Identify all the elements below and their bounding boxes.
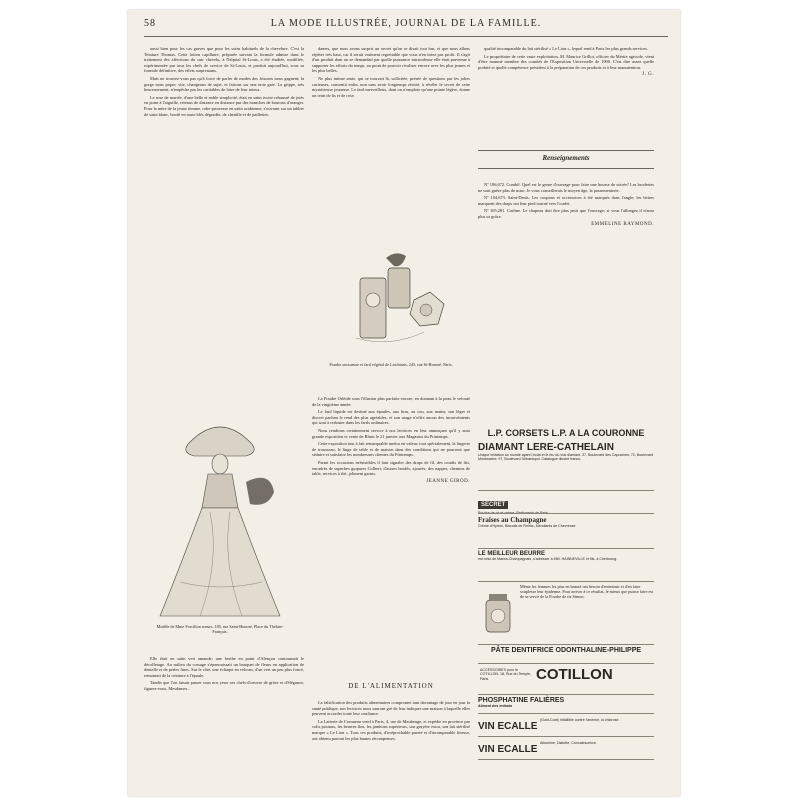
ad-beurre: [478, 549, 654, 582]
ad-vin-title: VIN ECALLE: [478, 721, 538, 732]
ad-vin-ecalle-1: [478, 714, 654, 737]
figure-2-caption: Poudre onctueuse et fard végétal de Leichtarts, 245, rue St-Honoré. Paris.: [329, 362, 453, 367]
ad-champagne-title: Fraises au Champagne: [478, 516, 547, 524]
divider: [478, 168, 654, 169]
jar-illustration: [480, 586, 516, 636]
ad-corsets-title: L.P. CORSETS L.P. A LA COURONNE: [487, 428, 645, 438]
column-1-text: [144, 46, 304, 284]
ad-remedy: [478, 582, 654, 645]
column-2-lower-text: [312, 700, 470, 792]
ad-cotillon-title: COTILLON: [536, 666, 613, 683]
page-header: [144, 18, 668, 32]
paragraph: La falsification des produits alimentaires compromet tant davantage de jour en jour la santé publique, nos lectrices nous sauront gré de leur indiquer une maison à laquelle elles peuvent accorder toute leur confiance.: [312, 700, 470, 717]
author-signature: J. G.: [642, 72, 654, 78]
paragraph: Ne plus intime amie, qui se trouvait là, sollicitée, présée de questions par les jolies curieuses, consentit enfin, non sans avoir longtemps résisté, à révéler le secret de cette mystérieuse jeunesse. Le fard merveilleux, dont on n'emploie qu'une pointe légère, donne un teint de lis et de rose.: [312, 75, 470, 98]
ad-phosphatine: [478, 695, 654, 714]
paragraph: Tandis que l'on faisait passer sous nos yeux ces chefs-d'oeuvre de grâce et d'élégance, figurez-vous, Mesdames...: [144, 680, 304, 691]
ad-secret: [478, 491, 654, 514]
paragraph: Cette exposition tout à fait remarquable mettra en valeur, tout spécialement, la lingerie de trousseau, le linge de table et de maison dans des conditions qui ne pourront que séduire et satisfaire les nombreuses clientes du Printemps.: [312, 441, 470, 458]
divider: [478, 150, 654, 151]
ad-beurre-title: LE MEILLEUR BEURRE: [478, 551, 546, 557]
ad-vin-ecalle-2: [478, 737, 654, 760]
gown-illustration: [150, 412, 290, 622]
paragraph: Le propriétaire de cette vaste exploitation, M. Maurice Grillot, officier du Mérite agricole, vient d'être nommé membre des comités de l'Exposition Universelle de 1900. C'est dire assez quelle probité et quelle compétence président à la préparation de ces produits et à leur manutention.: [478, 53, 654, 70]
paragraph: Le fard liquide est destiné aux épaules, aux bras, au cou, aux mains; son léger et discret parfum le rend des plus agréables, et son usage n'offre aucun des inconvénients qui sont à redouter dans les fards ordinaires.: [312, 409, 470, 426]
paragraph: Parmi les occasions irrésistibles il faut signaler des draps de fil, des coutils de lits, encadrés de superbes guipures Colbert; d'autres brodés, ajourés; des nappes, chemins de table, services à thé, joliment garnis.: [312, 459, 470, 477]
ad-corsets-diamant: [478, 426, 654, 491]
header-rule: [144, 36, 668, 37]
ad-secret-text: Poudre de riz et crème. Parfumerie de Paris.: [478, 511, 550, 514]
ad-vin-text: (Gold-Coat) Infaillible contre l'anémie, la chlorose.: [540, 718, 620, 722]
paragraph: Nº 106,672. Combil. Quel est le genre d'ouvrage pour faire une bourse de soirée? Les broderies ne sont guère plus de mise. Je vous conseillerais le moyen âge, la passementerie.: [478, 182, 654, 193]
paragraph: aussi bien pour les cas graves que pour les soins habituels de la chevelure. C'est la Teinture Thomas. Cette lotion capillaire, préparée suivant la formule admise dans le traitement des affections du cuir chevelu, à l'hôpital St-Louis, a été étudiée, modifiée, expérimentée par tous les chefs de service de St-Louis, et produit aujourd'hui, sous sa formule définitive, des effets surprenants.: [144, 46, 304, 74]
paragraph: Nº 105,281. Carline. Le chapeau doit être plus petit que l'ouvrage; si vous l'allongez il n'aura plus sa grâce.: [478, 208, 654, 219]
ad-remedy-text: Même les femmes les plus en beauté ont besoin d'entretenir et d'en faire souplesse leur épiderme. Pour arriver à ce résultat, le mieux que puisse faire est de se servir de la Poudre de riz Simon.: [520, 584, 654, 600]
figure-1-caption: Modèle de Mme Forcillon soeurs, 185, rue Saint-Honoré, Place du Théâtre-Français.: [156, 624, 284, 635]
column-3-text: [478, 46, 654, 138]
ad-beurre-text: est celui de Marcis-Champagnais, s'adresser à MM. HAINNEVILLE et fils, à Cherbourg.: [478, 557, 618, 561]
cosmetics-illustration: [326, 248, 454, 356]
newspaper-page: [128, 10, 680, 796]
ad-cotillon: [478, 664, 654, 695]
author-signature: EMMELINE RAYMOND.: [591, 221, 654, 227]
renseignements-title: Renseignements: [542, 154, 590, 162]
ad-phosphatine-title: PHOSPHATINE FALIÈRES: [478, 697, 565, 704]
ad-champagne-text: Crème d'Hyrem, Biscuits de Reims, Mendiants de Chevreuse.: [478, 524, 577, 528]
renseignements-header: [478, 148, 654, 176]
ad-cotillon-text: ACCESSOIRES pour le COTILLON. 18, Rue du Temple, Paris.: [480, 668, 532, 681]
ad-phosphatine-sub: Aliment des enfants: [478, 704, 513, 708]
author-signature: JEANNE GIROD.: [426, 478, 470, 484]
column-2-middle-text: [312, 396, 470, 644]
ad-vin-text: Albumine, Diabète, Convalescence.: [540, 741, 597, 745]
ad-vin-title: VIN ECALLE: [478, 744, 538, 755]
paragraph: Nº 104,673. Saint-Denis. Les coupons et accessoires à été marqués dans l'angle; les lettres marquent des draps ont leur pied tourné vers l'ourlet.: [478, 195, 654, 206]
column-2-text: [312, 46, 470, 230]
paragraph: qualité incomparable du lait stérilisé « Le Lion », lequel rend à Paris les plus grands services.: [484, 46, 648, 51]
column-1-lower-text: [144, 656, 304, 792]
journal-title: LA MODE ILLUSTRÉE, JOURNAL DE LA FAMILLE.: [270, 18, 542, 29]
paragraph: La Laiterie de Cornueau vend à Paris, 4, rue de Maubeuge, et expédie en province par colis postaux, les beurres fins, les jambons supérieurs, son gruyère extra, son lait stérilisé marque « Le Lion ». Tous ces produits, d'irréprochable pureté et d'incomparable finesse, ont obtenu partout les plus hautes récompenses.: [312, 718, 470, 741]
paragraph: Elle était en satin vert amande; une berthe en point d'Alençon contournait le décolletage. Au milieu du corsage s'épanouissait un bouquet de fleurs en application de dentelle et de perles fines. Sur le côté, une écharpe en velours, d'un vert un peu plus foncé, remontait de la ceinture à l'épaule.: [144, 656, 304, 678]
paragraph: dames, que nous avons surpris un secret qu'on se disait tout bas, et que nous allons répéter très haut, car il serait vraiment regrettable que vous n'en tiriez pas profit. Il s'agit d'un produit dont on se demandait par quelle puissance miraculeuse elle était parvenue à supporter les efforts du temps, au point de pouvoir rivaliser encore avec les plus jeunes et les plus belles.: [312, 46, 470, 74]
ad-odonthaline-title: PÂTE DENTIFRICE ODONTHALINE-PHILIPPE: [490, 647, 642, 654]
section-title: DE L'ALIMENTATION: [348, 682, 434, 690]
paragraph: Nous rendrons certainement service à nos lectrices en leur annonçant qu'il y aura grande exposition et vente de Blanc le 21 janvier aux Magasins du Printemps.: [312, 427, 470, 439]
ad-odonthaline: [478, 645, 654, 664]
ad-diamant-title: DIAMANT LERE-CATHELAIN: [478, 442, 614, 453]
renseignements-text: [478, 182, 654, 414]
ad-diamant-text: Unique imitation au monde ayant l'éclat et le feu du vrai diamant. 37, Boulevard des Capucines; 72, Boulevard Montmartre; 97, Boulevard Sébastopol. Catalogue illustré franco.: [478, 453, 654, 462]
paragraph: La Poudre Orléide sous l'illusion plus parfaite encore, en donnant à la peau le velouté de la vingtième année.: [312, 396, 470, 407]
page-number: 58: [144, 18, 156, 29]
paragraph: Mais ne trouvez-vous pas qu'à force de parler de modes des frissons nous gagnent; la gorge nous pique; vite, changeons de sujet, et faisons sur une note gaie. La grippe, très heureusement, n'empêche pas les caritables de faire de leur mieux.: [144, 75, 304, 93]
ad-champagne: [478, 514, 654, 549]
advertisements-column: [478, 426, 654, 792]
ad-secret-badge: SECRET: [478, 501, 508, 509]
paragraph: Le rose de mariée, d'une belle et noble simplicité, était en satin ivoire rehaussé de jetés en point à l'aiguille, retenus de distance en distance par des branches de boutons d'oranger. Pour la mère de la jeune femme, robe-princesse en satin acabienne, s'ouvrant sur un tablier de satin blanc, brodé en toute blés dégradés, de chenille et de paillettes.: [144, 94, 304, 117]
